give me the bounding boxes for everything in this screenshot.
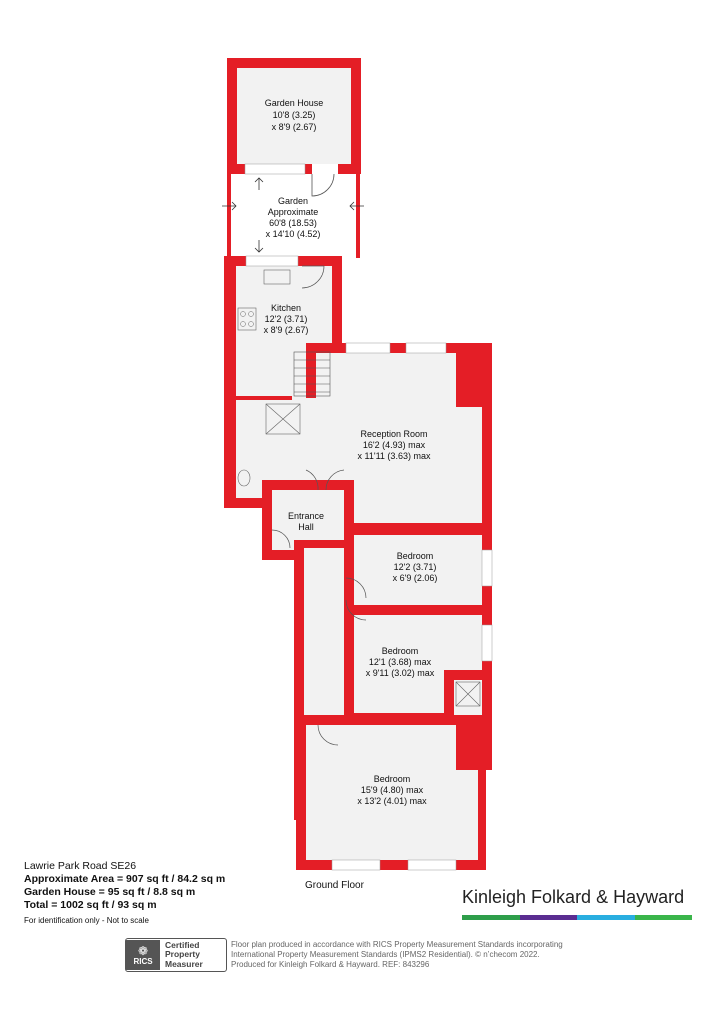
bedroom2-name: Bedroom xyxy=(381,646,419,656)
rics-emblem-icon: ❁ xyxy=(137,943,149,958)
corridor-floor xyxy=(304,548,346,718)
bedroom1-dim1: 12'2 (3.71) xyxy=(393,562,437,572)
reception-window-left xyxy=(346,343,390,353)
garden-house-dim1: 10'8 (3.25) xyxy=(272,110,316,120)
floor-label: Ground Floor xyxy=(305,880,364,891)
kitchen-name: Kitchen xyxy=(270,303,302,313)
disclaimer-line3: Produced for Kinleigh Folkard & Hayward. REF: 843296 xyxy=(231,960,430,969)
rics-line2: Property xyxy=(165,949,200,960)
bedroom3-name: Bedroom xyxy=(373,774,411,784)
garden-house-dim2: x 8'9 (2.67) xyxy=(271,122,317,132)
reception-dim1: 16'2 (4.93) max xyxy=(362,440,426,450)
kitchen-dim2: x 8'9 (2.67) xyxy=(263,325,309,335)
disclaimer xyxy=(231,940,611,970)
bedroom1-name: Bedroom xyxy=(396,551,434,561)
bedroom3-floor-right xyxy=(446,770,478,860)
brand-name: Kinleigh Folkard & Hayward xyxy=(462,887,685,907)
rics-logo-text: RICS xyxy=(133,956,153,966)
garden-house-window xyxy=(245,164,305,174)
bedroom2-dim1: 12'1 (3.68) max xyxy=(368,657,432,667)
entrance-name: Entrance xyxy=(287,511,325,521)
garden-name: Garden xyxy=(277,196,309,206)
brand-bar-green-dark xyxy=(462,915,520,920)
address-street: Lawrie Park Road SE26 xyxy=(24,860,137,872)
garden-sub: Approximate xyxy=(267,207,319,217)
bedroom1-window xyxy=(482,550,492,586)
scale-note: For identification only - Not to scale xyxy=(24,916,149,925)
bedroom3-dim2: x 13'2 (4.01) max xyxy=(357,796,427,806)
kitchen-window xyxy=(246,256,298,266)
brand-color-bars xyxy=(462,915,692,920)
rics-line3: Measurer xyxy=(165,958,203,969)
reception-name: Reception Room xyxy=(360,429,428,439)
entrance-sub: Hall xyxy=(298,522,314,532)
bedroom1-dim2: x 6'9 (2.06) xyxy=(392,573,438,583)
rics-badge xyxy=(125,938,227,972)
garden-house-door-arc xyxy=(312,174,334,196)
garden-house-name: Garden House xyxy=(264,98,324,108)
brand-bar-purple xyxy=(520,915,578,920)
garden-dim1: 60'8 (18.53) xyxy=(269,218,317,228)
disclaimer-line2: International Property Measurement Standards (IPMS2 Residential). © n’checom 2022. xyxy=(231,950,540,959)
main-building xyxy=(224,256,492,870)
bedroom3-dim1: 15'9 (4.80) max xyxy=(360,785,424,795)
approximate-area: Approximate Area = 907 sq ft / 84.2 sq m xyxy=(24,873,226,885)
bedroom2-window xyxy=(482,625,492,661)
reception-floor-right xyxy=(456,407,482,523)
brand-bar-teal xyxy=(577,915,635,920)
garden-arrow-bottom xyxy=(255,240,263,252)
garden-arrow-top xyxy=(255,178,263,190)
garden-dim2: x 14'10 (4.52) xyxy=(265,229,321,239)
rics-line1: Certified xyxy=(165,939,200,950)
bedroom2-dim2: x 9'11 (3.02) max xyxy=(365,668,435,678)
rics-badge-text xyxy=(160,941,203,970)
brand-bar-green xyxy=(635,915,693,920)
reception-window-right xyxy=(406,343,446,353)
garden-house-door-gap xyxy=(312,164,338,174)
reception-dim2: x 11'11 (3.63) max xyxy=(357,451,431,461)
rics-logo xyxy=(126,940,160,970)
garden-house-area: Garden House = 95 sq ft / 8.8 sq m xyxy=(24,886,196,898)
bedroom3-window-right xyxy=(408,860,456,870)
kitchen-dim1: 12'2 (3.71) xyxy=(264,314,308,324)
property-summary xyxy=(24,860,225,927)
total-area: Total = 1002 sq ft / 93 sq m xyxy=(24,899,157,911)
disclaimer-line1: Floor plan produced in accordance with RICS Property Measurement Standards incorporating xyxy=(231,940,563,949)
bedroom3-window-left xyxy=(332,860,380,870)
